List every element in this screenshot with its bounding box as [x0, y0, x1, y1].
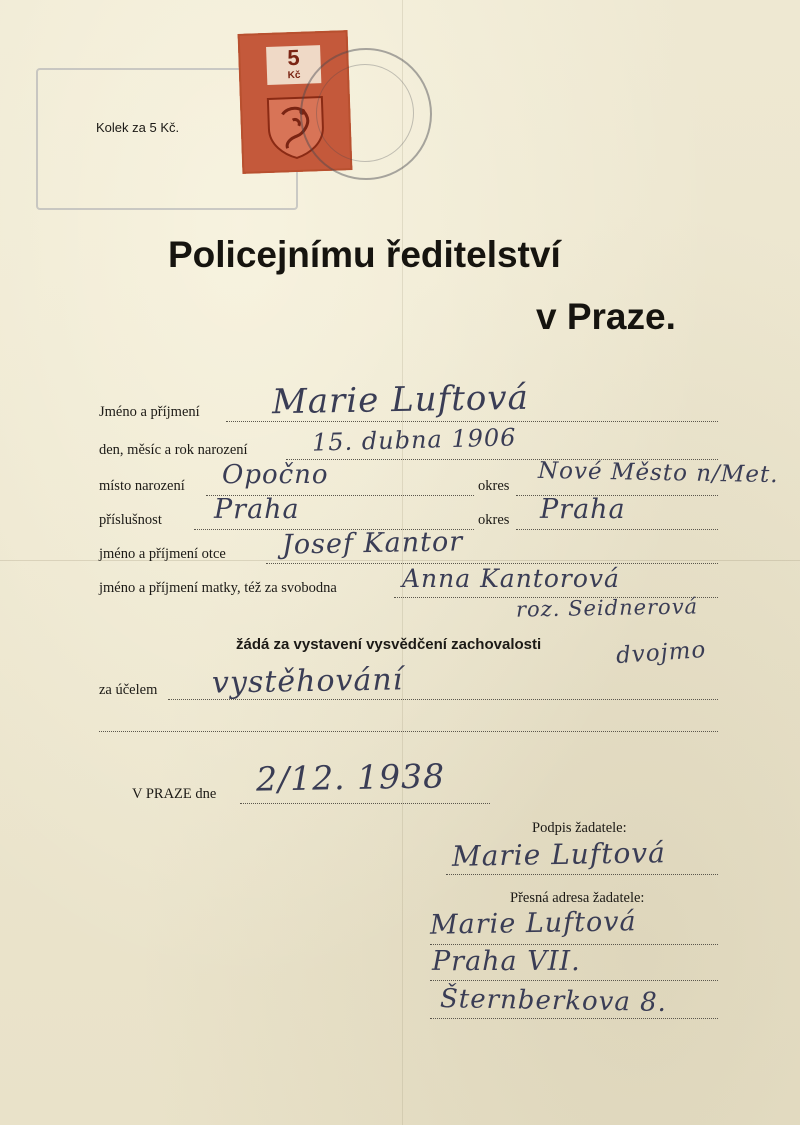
address-line2-value: Praha VII. — [432, 946, 581, 977]
signature-value: Marie Luftová — [451, 836, 667, 873]
father-value: Josef Kantor — [281, 526, 464, 561]
domicile-district-line — [516, 529, 718, 530]
purpose-line-extra — [99, 731, 718, 732]
address-line-3 — [430, 1018, 718, 1019]
purpose-label: za účelem — [99, 682, 158, 698]
office-rubber-stamp: ​ — [36, 68, 298, 210]
date-line — [240, 803, 490, 804]
birth-date-value: 15. dubna 1906 — [311, 423, 517, 457]
address-line3-value: Šternberkova 8. — [439, 984, 668, 1018]
page-title-line1: Policejnímu ředitelství — [168, 234, 561, 275]
address-line1-value: Marie Luftová — [429, 906, 637, 941]
mother-maiden-value: roz. Seidnerová — [515, 594, 699, 622]
father-label: jméno a příjmení otce — [99, 546, 226, 562]
birthplace-district-value: Nové Město n/Met. — [537, 457, 779, 489]
page-title-line2: v Praze. — [536, 296, 676, 337]
postmark-inner-ring — [316, 64, 414, 162]
date-value: 2/12. 1938 — [255, 756, 446, 799]
signature-label: Podpis žadatele: — [532, 820, 627, 836]
kolek-label: Kolek za 5 Kč. — [96, 120, 180, 135]
domicile-district-label: okres — [478, 512, 510, 528]
birth-date-label: den, měsíc a rok narození — [99, 442, 248, 458]
address-label: Přesná adresa žadatele: — [510, 890, 645, 906]
signature-line — [446, 874, 718, 875]
domicile-value: Praha — [214, 494, 300, 525]
address-line-2 — [430, 980, 718, 981]
address-line-1 — [430, 944, 718, 945]
birthplace-value: Opočno — [222, 460, 329, 490]
name-value: Marie Luftová — [271, 377, 530, 423]
name-label: Jméno a příjmení — [99, 404, 200, 420]
birthplace-label: místo narození — [99, 478, 185, 494]
postmark-stamp — [300, 48, 432, 180]
mother-label: jméno a příjmení matky, též za svobodna — [99, 580, 337, 596]
mother-value: Anna Kantorová — [402, 564, 620, 593]
date-label: V PRAZE dne — [132, 786, 217, 802]
domicile-label: příslušnost — [99, 512, 162, 528]
request-text: žádá za vystavení vysvědčení zachovalosti — [236, 636, 542, 653]
birthplace-district-label: okres — [478, 478, 510, 494]
purpose-value: vystěhování — [211, 662, 404, 701]
request-note: dvojmo — [615, 636, 708, 670]
revenue-currency: Kč — [287, 69, 301, 82]
revenue-value: 5 — [286, 44, 301, 71]
domicile-district-value: Praha — [540, 494, 626, 525]
